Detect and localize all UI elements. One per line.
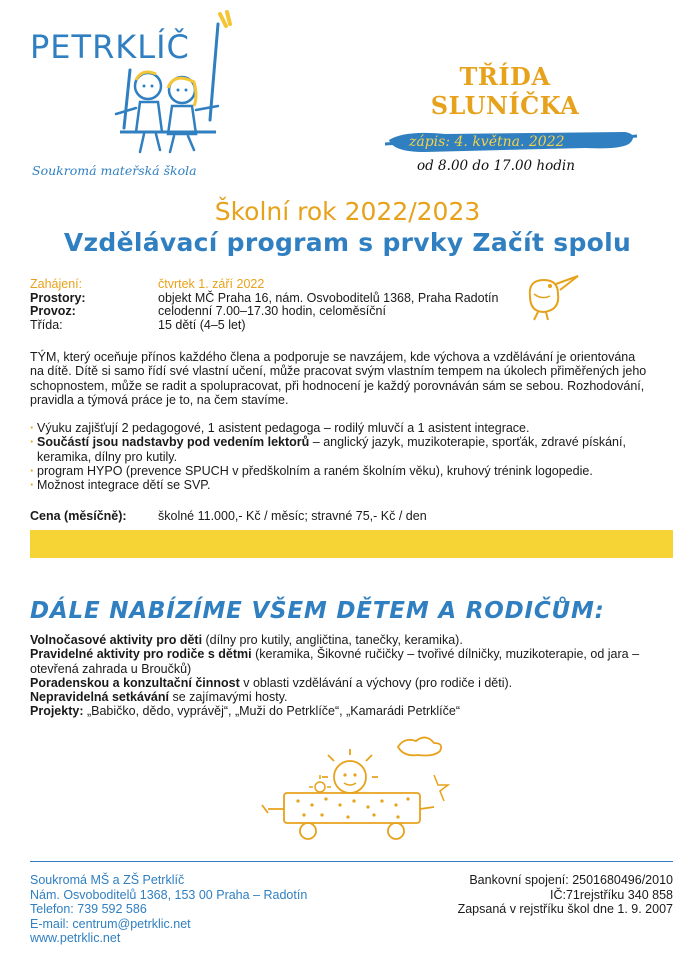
price-value: školné 11.000,- Kč / měsíc; stravné 75,- Kč / den <box>158 509 427 523</box>
footer-website[interactable]: www.petrklic.net <box>30 931 121 945</box>
list-item-text: – anglický jazyk, muzikoterapie, sporťák, zdravé pískání, keramika, dílny pro kutily. <box>37 435 626 464</box>
program-title: Vzdělávací program s prvky Začít spolu <box>63 228 632 257</box>
offer-item-strong: Nepravidelná setkávání <box>30 690 169 705</box>
list-item <box>30 421 670 435</box>
offer-item-strong: Projekty: <box>30 704 84 719</box>
list-item <box>30 464 670 478</box>
info-value: celodenní 7.00–17.30 hodin, celoměsíční <box>158 304 386 318</box>
info-label: Prostory: <box>30 290 86 305</box>
price-label: Cena (měsíčně): <box>30 509 127 523</box>
info-label: Třída: <box>30 317 63 332</box>
class-info-box <box>385 62 640 182</box>
offer-item-text: „Babičko, dědo, vyprávěj“, „Muži do Petrklíče“, „Kamarádi Petrklíče“ <box>83 704 461 719</box>
info-row-class <box>30 319 510 333</box>
offer-item <box>30 633 670 647</box>
info-row-operation <box>30 305 510 319</box>
offer-item <box>30 704 670 718</box>
offer-item-text: (dílny pro kutily, angličtina, tanečky, keramika). <box>202 633 463 647</box>
info-row-start <box>30 278 510 292</box>
team-paragraph: TÝM, který oceňuje přínos každého člena a podporuje se navzájem, kde výchova a vzdělávání je orientována na dítě. Dítě si samo řídí své vlastní učení, může pracovat svým vlastním tempem na úkolech přiměřených jeho schopnostem, může se radit a spolupracovat, při hodnocení je každý porovnáván sám se sebou. Rozhodování, pravidla a týmová práce je to, na čem stavíme. <box>30 350 647 407</box>
logo-subtitle: Soukromá mateřská škola <box>32 163 197 178</box>
class-title-line1: TŘÍDA <box>459 62 551 91</box>
class-title <box>385 62 625 120</box>
offer-item-strong: Poradenskou a konzultační činnost <box>30 675 240 690</box>
footer-bank: Bankovní spojení: 2501680496/2010 <box>469 873 673 887</box>
offer-title: DÁLE NABÍZÍME VŠEM DĚTEM A RODIČŮM: <box>30 598 605 624</box>
footer-school-name: Soukromá MŠ a ZŠ Petrklíč <box>30 873 185 887</box>
info-label: Zahájení: <box>30 277 83 291</box>
info-table <box>30 278 510 332</box>
list-item-text: Možnost integrace dětí se SVP. <box>37 478 211 493</box>
offer-item-strong: Pravidelné aktivity pro rodiče s dětmi <box>30 647 252 662</box>
class-title-line2: SLUNÍČKA <box>430 91 580 120</box>
school-year-title: Školní rok 2022/2023 <box>214 197 481 226</box>
info-value: objekt MČ Praha 16, nám. Osvoboditelů 1368, Praha Radotín <box>158 290 499 305</box>
offer-item-text: (keramika, Šikovné ručičky – tvořivé dílničky, muzikoterapie, od jara – otevřená zahrada u Broučků) <box>30 647 640 676</box>
offer-item-strong: Volnočasové aktivity pro děti <box>30 633 203 647</box>
price-row <box>30 509 427 523</box>
footer-phone: Telefon: 739 592 586 <box>30 902 147 916</box>
list-item-strong: Součástí jsou nadstavby pod vedením lektorů <box>37 435 310 450</box>
offer-list <box>30 633 670 719</box>
list-item-text: program HYPO (prevence SPUCH v předškolním a raném školním věku), kruhový trénink logopedie. <box>37 463 593 478</box>
offer-item <box>30 676 670 690</box>
footer-divider <box>30 861 673 862</box>
footer-contacts <box>30 873 307 946</box>
list-item <box>30 478 670 492</box>
list-item-text: Výuku zajišťují 2 pedagogové, 1 asistent pedagoga – rodilý mluvčí a 1 asistent integrace. <box>37 421 530 435</box>
offer-item-text: v oblasti vzdělávání a výchovy (pro rodiče i děti). <box>239 675 513 690</box>
divider-bar <box>30 530 673 558</box>
offer-item <box>30 690 670 704</box>
info-label: Provoz: <box>30 304 76 318</box>
footer-registration <box>458 873 673 917</box>
info-row-premises <box>30 292 510 306</box>
footer-email[interactable]: E-mail: centrum@petrklic.net <box>30 916 191 931</box>
footer-address: Nám. Osvoboditelů 1368, 153 00 Praha – Radotín <box>30 887 308 902</box>
offer-item-text: se zajímavými hosty. <box>168 690 288 705</box>
train-drawing-icon <box>258 735 458 847</box>
school-logo <box>30 10 240 185</box>
list-item <box>30 435 670 464</box>
info-value: 15 dětí (4–5 let) <box>158 317 246 332</box>
features-list <box>30 421 670 492</box>
enrollment-date: zápis: 4. května. 2022 <box>409 134 565 150</box>
footer-registry: Zapsaná v rejstříku škol dne 1. 9. 2007 <box>457 902 673 916</box>
footer-ic: IČ:71rejstříku 340 858 <box>550 887 673 902</box>
opening-hours: od 8.00 do 17.00 hodin <box>417 158 575 174</box>
info-value: čtvrtek 1. září 2022 <box>158 277 265 291</box>
logo-wordmark: PETRKLÍČ <box>30 28 190 66</box>
offer-item <box>30 647 670 676</box>
bird-drawing-icon <box>522 266 582 321</box>
